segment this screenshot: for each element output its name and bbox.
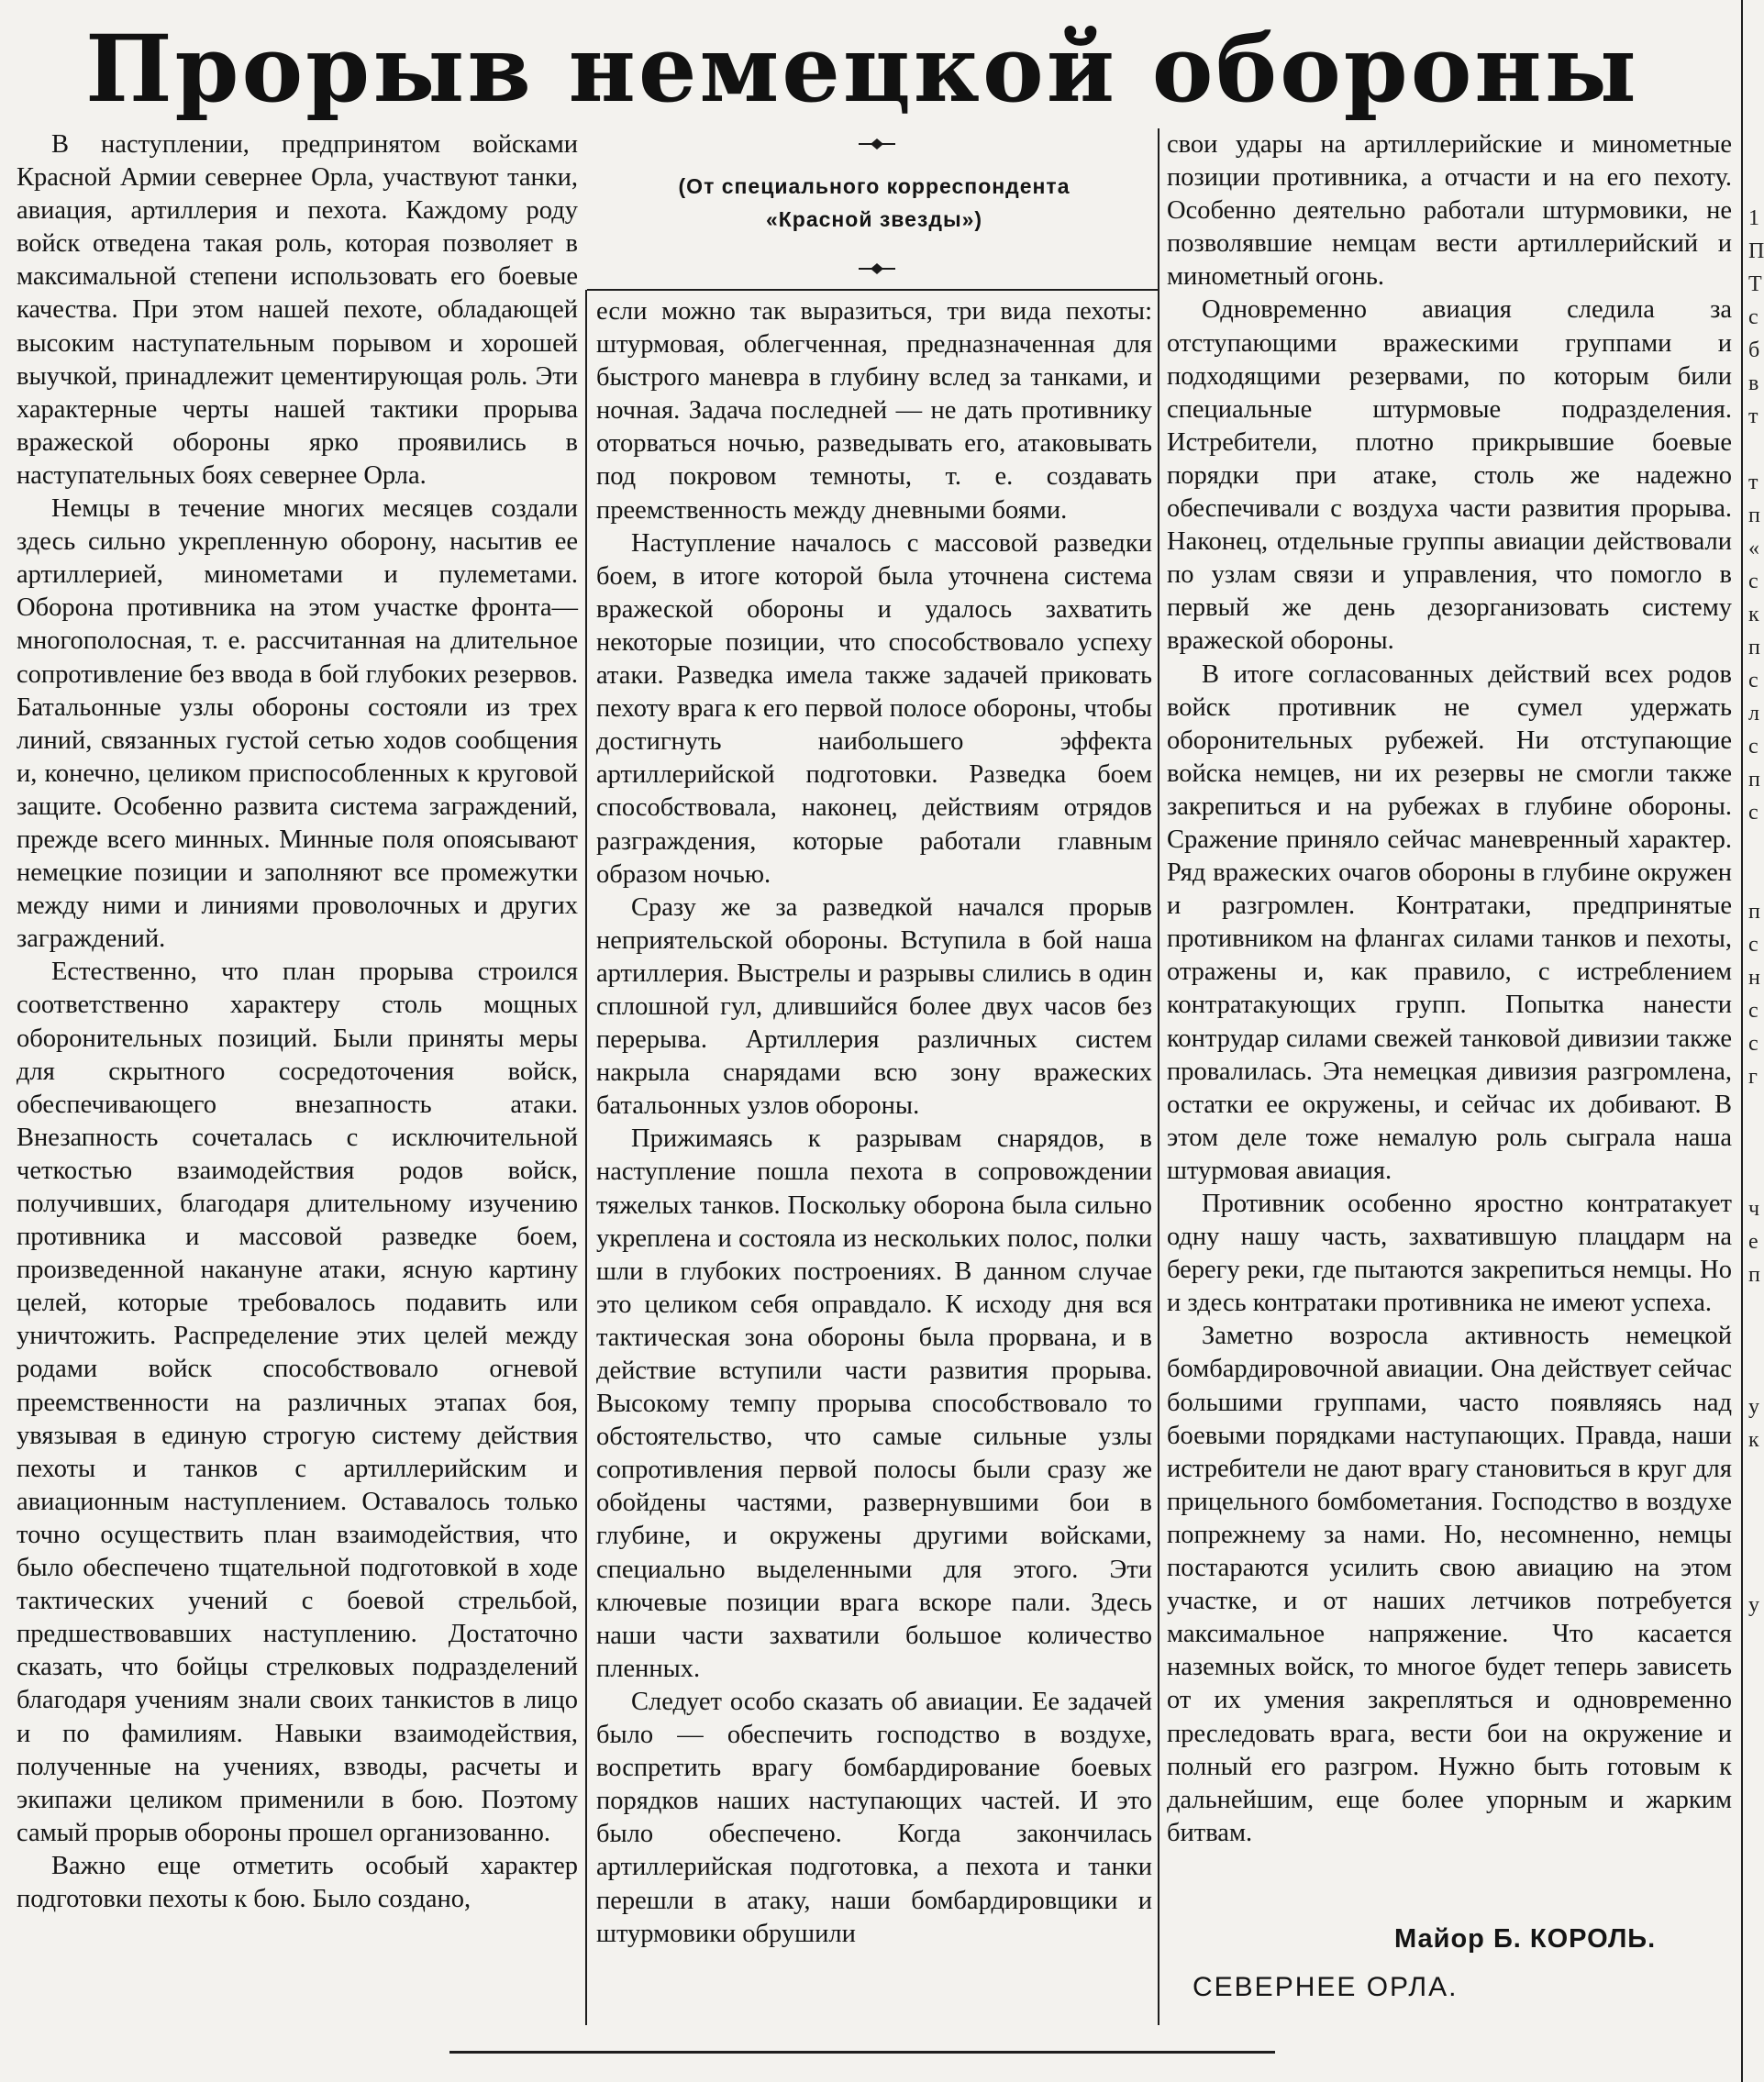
byline: [596, 170, 1152, 236]
fragment-letter: с: [1748, 669, 1758, 692]
paragraph: Важно еще отметить особый характер подготовки пехоты к бою. Было создано,: [17, 1851, 578, 1913]
column-rule-2: [1158, 128, 1159, 2025]
page-edge-rule: [1741, 0, 1743, 2082]
fragment-letter: с: [1748, 305, 1758, 329]
fragment-letter: в: [1748, 371, 1759, 395]
fragment-letter: г: [1748, 1065, 1758, 1089]
fragment-letter: [1748, 1291, 1761, 1324]
paragraph: Следует особо сказать об авиации. Ее задачей было — обеспечить господство в воздухе, воспретить врагу бомбардирование боевых порядков наших наступающих частей. И это было обеспечено. Когда закончилась артиллерийская подготовка, а пехота и танки перешли в атаку, наши бомбардировщики и штурмовики обрушили: [596, 1687, 1152, 1948]
fragment-letter: [1748, 1126, 1761, 1159]
byline-line-1: (От специального корреспондента: [678, 174, 1071, 198]
fragment-letter: Т: [1748, 272, 1762, 296]
fragment-letter: п: [1748, 504, 1760, 527]
fragment-letter: с: [1748, 1032, 1758, 1056]
fragment-letter: к: [1748, 1428, 1759, 1452]
paragraph: Заметно возросла активность немецкой бомбардировочной авиации. Она действует сейчас большими группами, часто появляясь над боевыми порядками наступающих. Правда, наши истребители не дают врагу становиться в круг для прицельного бомбометания. Господство в воздухе попрежнему за нами. Но, несомненно, немцы постараются усилить свою авиацию на этом участке, и от наших летчиков потребуется максимальное напряжение. Что касается наземных войск, то многое будет теперь зависеть от их умения закрепляться и одновременно преследовать врага, вести бои на окружение и полный его разгром. Нужно быть готовым к дальнейшим, еще более упорным и жарким битвам.: [1167, 1322, 1732, 1847]
paragraph: Сразу же за разведкой начался прорыв неприятельской обороны. Вступила в бой наша артиллерия. Выстрелы и разрывы слились в один сплошной гул, длившийся более двух часов без перерыва. Артиллерия различных систем накрыла снарядами всю зону вражеских батальонных узлов обороны.: [596, 892, 1152, 1121]
fragment-letter: т: [1748, 471, 1758, 494]
byline-box-rule: [587, 289, 1158, 291]
fragment-letter: [1748, 1523, 1761, 1556]
fragment-letter: ч: [1748, 1197, 1760, 1221]
fragment-letter: у: [1748, 1395, 1759, 1419]
fragment-letter: с: [1748, 999, 1758, 1023]
fragment-letter: [1748, 433, 1761, 466]
paragraph: Немцы в течение многих месяцев создали здесь сильно укрепленную оборону, насытив ее артиллерией, минометами и пулеметами. Оборона противника на этом участке фронта—многополосная, т. е. рассчитанная на длительное сопротивление без ввода в бой глубоких резервов. Батальонные узлы обороны состояли из трех линий, связанных густой сетью ходов сообщения и, конечно, целиком приспособленных к круговой защите. Особенно развита система заграждений, прежде всего минных. Минные поля опоясывают немецкие позиции и заполняют все промежутки между ними и линиями проволочных и других заграждений.: [17, 494, 578, 954]
paragraph: Естественно, что план прорыва строился соответственно характеру столь мощных оборонительных позиций. Были приняты меры для скрытного сосредоточения войск, обеспечивающего внезапность атаки. Внезапность сочеталась с исключительной четкостью взаимодействия родов войск, получивших, благодаря длительному изучению противника и массовой разведке боем, произведенной накануне атаки, ясную картину целей, которые требовалось подавить или уничтожить. Распределение этих целей между родами войск способствовало огневой преемственности на различных этапах боя, увязывая в единую строгую систему действия пехоты и танков с артиллерийским и авиационным наступлением. Оставалось только точно осуществить план взаимодействия, что было обеспечено тщательной подготовкой в ходе тактических учений с боевой стрельбой, предшествовавших наступлению. Достаточно сказать, что бойцы стрелковых подразделений благодаря учениям знали своих танкистов в лицо и по фамилиям. Навыки взаимодействия, полученные на учениях, взводы, расчеты и экипажи целиком применили в бою. Поэтому самый прорыв обороны прошел организованно.: [17, 958, 578, 1847]
fragment-letter: [1748, 1556, 1761, 1589]
fragment-letter: П: [1748, 239, 1764, 263]
fragment-letter: к: [1748, 603, 1759, 626]
fragment-letter: т: [1748, 404, 1758, 428]
fragment-letter: л: [1748, 702, 1759, 725]
column-3: [1167, 128, 1732, 2018]
fragment-letter: п: [1748, 636, 1760, 659]
fragment-letter: [1748, 1357, 1761, 1390]
fragment-letter: с: [1748, 801, 1758, 825]
paragraph-continued: свои удары на артиллерийские и минометные позиции противника, а отчасти и на его пехоту. Особенно деятельно работали штурмовики, не позволявшие немцам вести артиллерийский и минометный огонь.: [1167, 130, 1732, 292]
paragraph: Наступление началось с массовой разведки боем, в итоге которой была уточнена система вражеской обороны и удалось захватить некоторые позиции, что способствовало успеху атаки. Разведка имела также задачей приковать пехоту врага к его первой полосе обороны, чтобы достигнуть наибольшего эффекта артиллерийской подготовки. Разведка боем способствовала, наконец, действиям отрядов разграждения, которые работали главным образом ночью.: [596, 528, 1152, 889]
ornament-top-icon: [859, 138, 895, 150]
fragment-letter: [1748, 1093, 1761, 1126]
ornament-bottom-icon: [859, 262, 895, 275]
column-rule-1: [585, 290, 587, 2025]
fragment-letter: п: [1748, 768, 1760, 792]
fragment-letter: [1748, 1324, 1761, 1357]
fragment-letter: [1748, 862, 1761, 895]
headline: Прорыв немецкой обороны: [85, 15, 1639, 123]
fragment-letter: у: [1748, 1593, 1759, 1617]
paragraph-continued: если можно так выразиться, три вида пехоты: штурмовая, облегченная, предназначенная для быстрого маневра в глубину вслед за танками, и ночная. Задача последней — не дать противнику оторваться ночью, разведывать его, атаковывать под покровом темноты, т. е. создавать преемственность между дневными боями.: [596, 297, 1152, 525]
column-2: [596, 295, 1152, 2020]
paragraph: Противник особенно яростно контратакует одну нашу часть, захватившую плацдарм на берегу реки, где пытаются закрепиться немцы. Но и здесь контратаки противника не имеют успеха.: [1167, 1190, 1732, 1318]
fragment-letter: 1: [1748, 206, 1759, 230]
author-signature: Майор Б. КОРОЛЬ.: [1394, 1924, 1657, 1954]
fragment-letter: с: [1748, 735, 1758, 759]
paragraph: Прижимаясь к разрывам снарядов, в наступление пошла пехота в сопровождении тяжелых танков. Поскольку оборона была сильно укреплена и состояла из нескольких полос, полки шли в глубоких построениях. В данном случае это целиком себя оправдало. К исходу дня вся тактическая зона обороны была прорвана, и в действие вступили части развития прорыва. Высокому темпу прорыва способствовало то обстоятельство, что самые сильные узлы сопротивления первой полосы были сразу же обойдены частями, развернувшими бои в глубине, и окружены другими войсками, специально выделенными для этого. Эти ключевые позиции врага вскоре пали. Здесь наши части захватили большое количество пленных.: [596, 1124, 1152, 1683]
fragment-letter: «: [1748, 537, 1759, 560]
paragraph: В наступлении, предпринятом войсками Красной Армии севернее Орла, участвуют танки, авиация, артиллерия и пехота. Каждому роду войск отведена такая роль, которая позволяет в максимальной степени использовать его боевые качества. При этом нашей пехоте, обладающей высоким наступательным порывом и хорошей выучкой, принадлежит цементирующая роль. Эти характерные черты нашей тактики прорыва вражеской обороны ярко проявились в наступательных боях севернее Орла.: [17, 130, 578, 490]
fragment-letter: е: [1748, 1230, 1758, 1254]
fragment-letter: [1748, 829, 1761, 862]
fragment-letter: [1748, 1159, 1761, 1192]
fragment-letter: с: [1748, 933, 1758, 957]
fragment-letter: п: [1748, 1263, 1760, 1287]
fragment-letter: [1748, 1490, 1761, 1523]
fragment-letter: б: [1748, 338, 1760, 362]
fragment-letter: с: [1748, 570, 1758, 593]
fragment-letter: н: [1748, 966, 1760, 990]
dateline: СЕВЕРНЕЕ ОРЛА.: [1193, 1972, 1459, 2002]
fragment-letter: [1748, 1456, 1761, 1490]
column-1: [17, 128, 578, 2018]
fragment-letter: п: [1748, 900, 1760, 924]
paragraph: Одновременно авиация следила за отступающими вражескими группами и подходящими резервами, по которым били специальные штурмовые подразделения. Истребители, плотно прикрывшие боевые порядки при атаке, столь же надежно обеспечивали с воздуха части развития прорыва. Наконец, отдельные группы авиации действовали по узлам связи и управления, что помогло в первый же день дезорганизовать систему вражеской обороны.: [1167, 295, 1732, 656]
paragraph: В итоге согласованных действий всех родов войск противник не сумел удержать оборонительных рубежей. Ни отступающие войска немцев, ни их резервы не смогли также закрепиться и на рубежах в глубине обороны. Сражение приняло сейчас маневренный характер. Ряд вражеских очагов обороны в глубине окружен и разгромлен. Контратаки, предпринятые противником на флангах силами танков и пехоты, отражены и, как правило, с истреблением контратакующих групп. Попытка нанести контрудар силами свежей танковой дивизии также провалилась. Эта немецкая дивизия разгромлена, остатки ее окружены, и сейчас их добивают. В этом деле тоже немалую роль сыграла наша штурмовая авиация.: [1167, 659, 1732, 1185]
byline-line-2: «Красной звезды»): [765, 207, 983, 231]
adjacent-column-fragment: [1748, 202, 1764, 2054]
bottom-rule: [449, 2051, 1275, 2054]
